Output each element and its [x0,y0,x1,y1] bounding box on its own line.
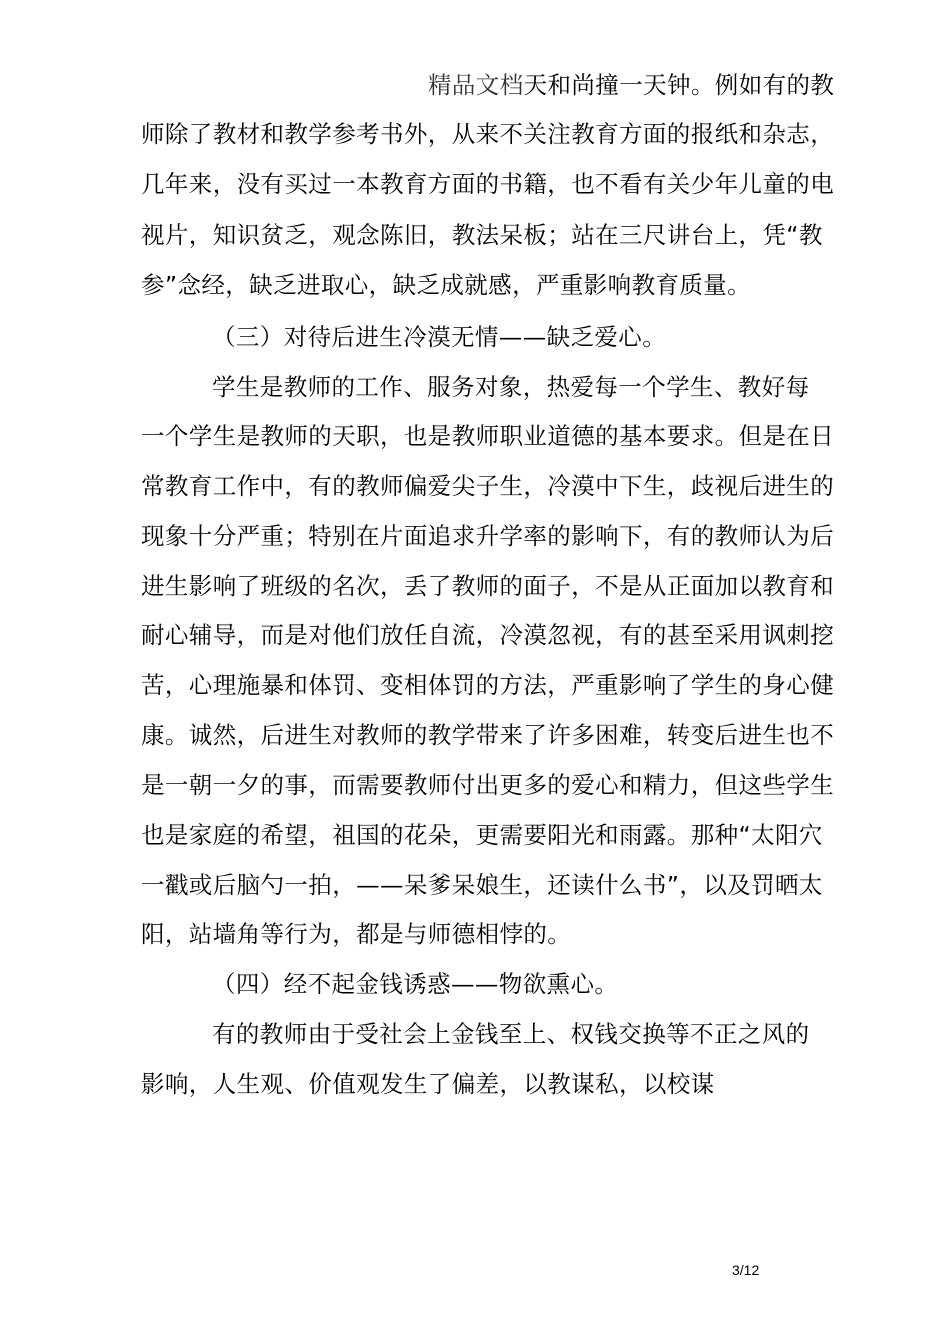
text-line: 阳，站墙角等行为，都是与师德相悖的。 [141,920,572,948]
text-line: 是一朝一夕的事，而需要教师付出更多的爱心和精力，但这些学生 [141,771,835,799]
text-line: 一个学生是教师的天职，也是教师职业道德的基本要求。但是在日 [141,422,835,450]
text-line: 常教育工作中，有的教师偏爱尖子生，冷漠中下生，歧视后进生的 [141,472,835,500]
text-line: 康。诚然，后进生对教师的教学带来了许多困难，转变后进生也不 [141,721,835,749]
text-line: 现象十分严重；特别在片面追求升学率的影响下，有的教师认为后 [141,522,835,550]
text-line: 耐心辅导，而是对他们放任自流，冷漠忽视，有的甚至采用讽刺挖 [141,621,835,649]
section-heading: （三）对待后进生冷漠无情——缺乏爱心。 [212,323,667,351]
paragraph-first-line: 有的教师由于受社会上金钱至上、权钱交换等不正之风的 [212,1020,810,1048]
text-line: 苦，心理施暴和体罚、变相体罚的方法，严重影响了学生的身心健 [141,671,835,699]
text-line: 影响，人生观、价值观发生了偏差，以教谋私，以校谋 [141,1070,715,1098]
text-line: 一戳或后脑勺一拍，——呆爹呆娘生，还读什么书”，以及罚晒太 [141,871,823,899]
first-line [428,70,834,100]
text-line: 视片，知识贫乏，观念陈旧，教法呆板；站在三尺讲台上，凭“教 [141,221,823,249]
section-heading: （四）经不起金钱诱惑——物欲熏心。 [212,970,619,998]
header-mark: 精品文档 [428,71,524,99]
paragraph-first-line: 学生是教师的工作、服务对象，热爱每一个学生、教好每 [212,373,810,401]
page-number: 3/12 [732,1262,760,1278]
text-line: 也是家庭的希望，祖国的花朵，更需要阳光和雨露。那种“太阳穴 [141,821,823,849]
text-line: 进生影响了班级的名次，丢了教师的面子，不是从正面加以教育和 [141,572,835,600]
text-line: 几年来，没有买过一本教育方面的书籍，也不看有关少年儿童的电 [141,170,835,198]
text-line: 师除了教材和教学参考书外，从来不关注教育方面的报纸和杂志， [141,120,835,148]
text-line: 天和尚撞一天钟。例如有的教 [523,71,835,99]
text-line: 参”念经，缺乏进取心，缺乏成就感，严重影响教育质量。 [141,271,752,299]
